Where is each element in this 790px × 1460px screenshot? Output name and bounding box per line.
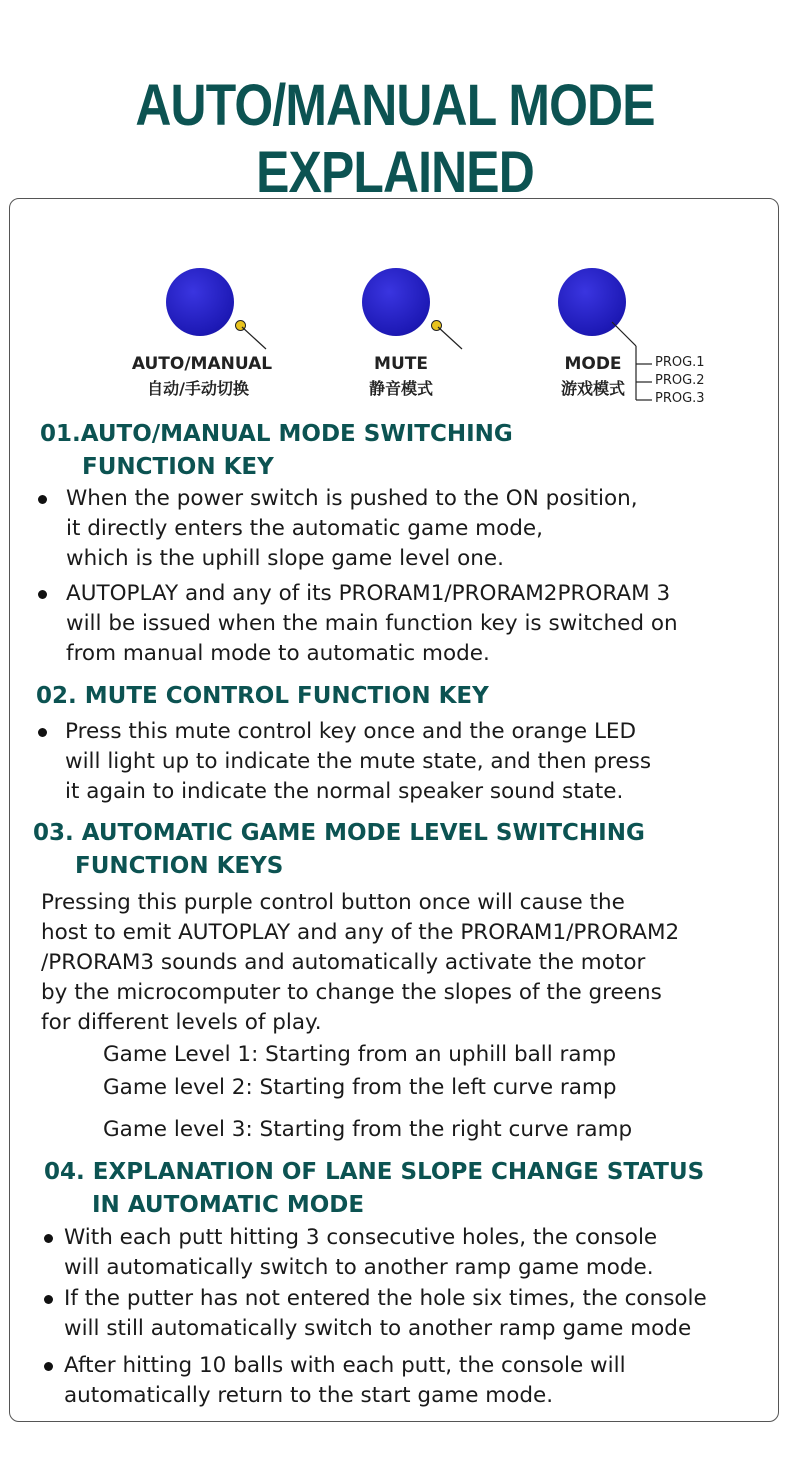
list-item: With each putt hitting 3 consecutive holes, the console will automatically switch to another ramp game mode. <box>64 1223 707 1283</box>
game-level-3: Game level 3: Starting from the right curve ramp <box>103 1117 633 1142</box>
game-level-1: Game Level 1: Starting from an uphill ball ramp <box>103 1042 617 1067</box>
section-1-heading-line1: 01.AUTO/MANUAL MODE SWITCHING <box>40 421 513 447</box>
mute-button-icon <box>362 268 430 336</box>
leader-line <box>240 325 270 351</box>
prog-2-label: PROG.2 <box>655 373 705 388</box>
page-title: AUTO/MANUAL MODE EXPLAINED <box>135 73 655 205</box>
mode-label: MODE <box>564 354 622 374</box>
mode-cn-label: 游戏模式 <box>560 379 625 398</box>
section-1-heading <box>40 418 513 484</box>
bullet-dot-icon <box>38 728 47 737</box>
prog-3-label: PROG.3 <box>655 391 705 406</box>
section-4-heading <box>44 1156 704 1222</box>
auto-manual-button-icon <box>166 268 234 336</box>
section-1-heading-line2: FUNCTION KEY <box>82 454 274 480</box>
bullet-dot-icon <box>44 1295 53 1304</box>
bullet-dot-icon <box>44 1234 53 1243</box>
section-3-heading-line1: 03. AUTOMATIC GAME MODE LEVEL SWITCHING <box>33 820 645 846</box>
bullet-dot-icon <box>44 1362 53 1371</box>
prog-1-label: PROG.1 <box>655 355 705 370</box>
list-item: After hitting 10 balls with each putt, the console will automatically return to the start game mode. <box>64 1351 707 1411</box>
section-2-heading-line1: 02. MUTE CONTROL FUNCTION KEY <box>36 683 489 709</box>
list-item: When the power switch is pushed to the ON position, it directly enters the automatic game mode, which is the uphill slope game level one. <box>66 484 678 574</box>
auto-manual-label: AUTO/MANUAL <box>131 354 273 374</box>
section-4-heading-line1: 04. EXPLANATION OF LANE SLOPE CHANGE STATUS <box>44 1159 705 1185</box>
mute-label: MUTE <box>374 354 428 374</box>
game-level-2: Game level 2: Starting from the left curve ramp <box>103 1075 617 1100</box>
section-3-paragraph: Pressing this purple control button once will cause the host to emit AUTOPLAY and any of the PRORAM1/PRORAM2 /PRORAM3 sounds and automatically activate the motor by the microcomputer to change the slopes of the greens for different levels of play. <box>41 890 680 1035</box>
list-item: If the putter has not entered the hole six times, the console will still automatically switch to another ramp game mode <box>64 1284 707 1344</box>
list-item: Press this mute control key once and the orange LED will light up to indicate the mute state, and then press it again to indicate the normal speaker sound state. <box>65 717 651 807</box>
bullet-dot-icon <box>38 495 47 504</box>
section-3-heading <box>33 817 645 883</box>
section-3-heading-line2: FUNCTION KEYS <box>75 853 284 879</box>
mute-cn-label: 静音模式 <box>368 379 433 398</box>
section-4-bullets <box>64 1223 707 1411</box>
leader-line <box>436 325 466 351</box>
section-1-bullets <box>66 484 678 669</box>
list-item: AUTOPLAY and any of its PRORAM1/PRORAM2PRORAM 3 will be issued when the main function key is switched on from manual mode to automatic mode. <box>66 579 678 669</box>
section-4-heading-line2: IN AUTOMATIC MODE <box>92 1192 365 1218</box>
auto-manual-cn-label: 自动/手动切换 <box>147 379 249 398</box>
section-2-heading <box>36 680 489 713</box>
section-2-bullets <box>65 717 651 807</box>
bullet-dot-icon <box>38 590 47 599</box>
